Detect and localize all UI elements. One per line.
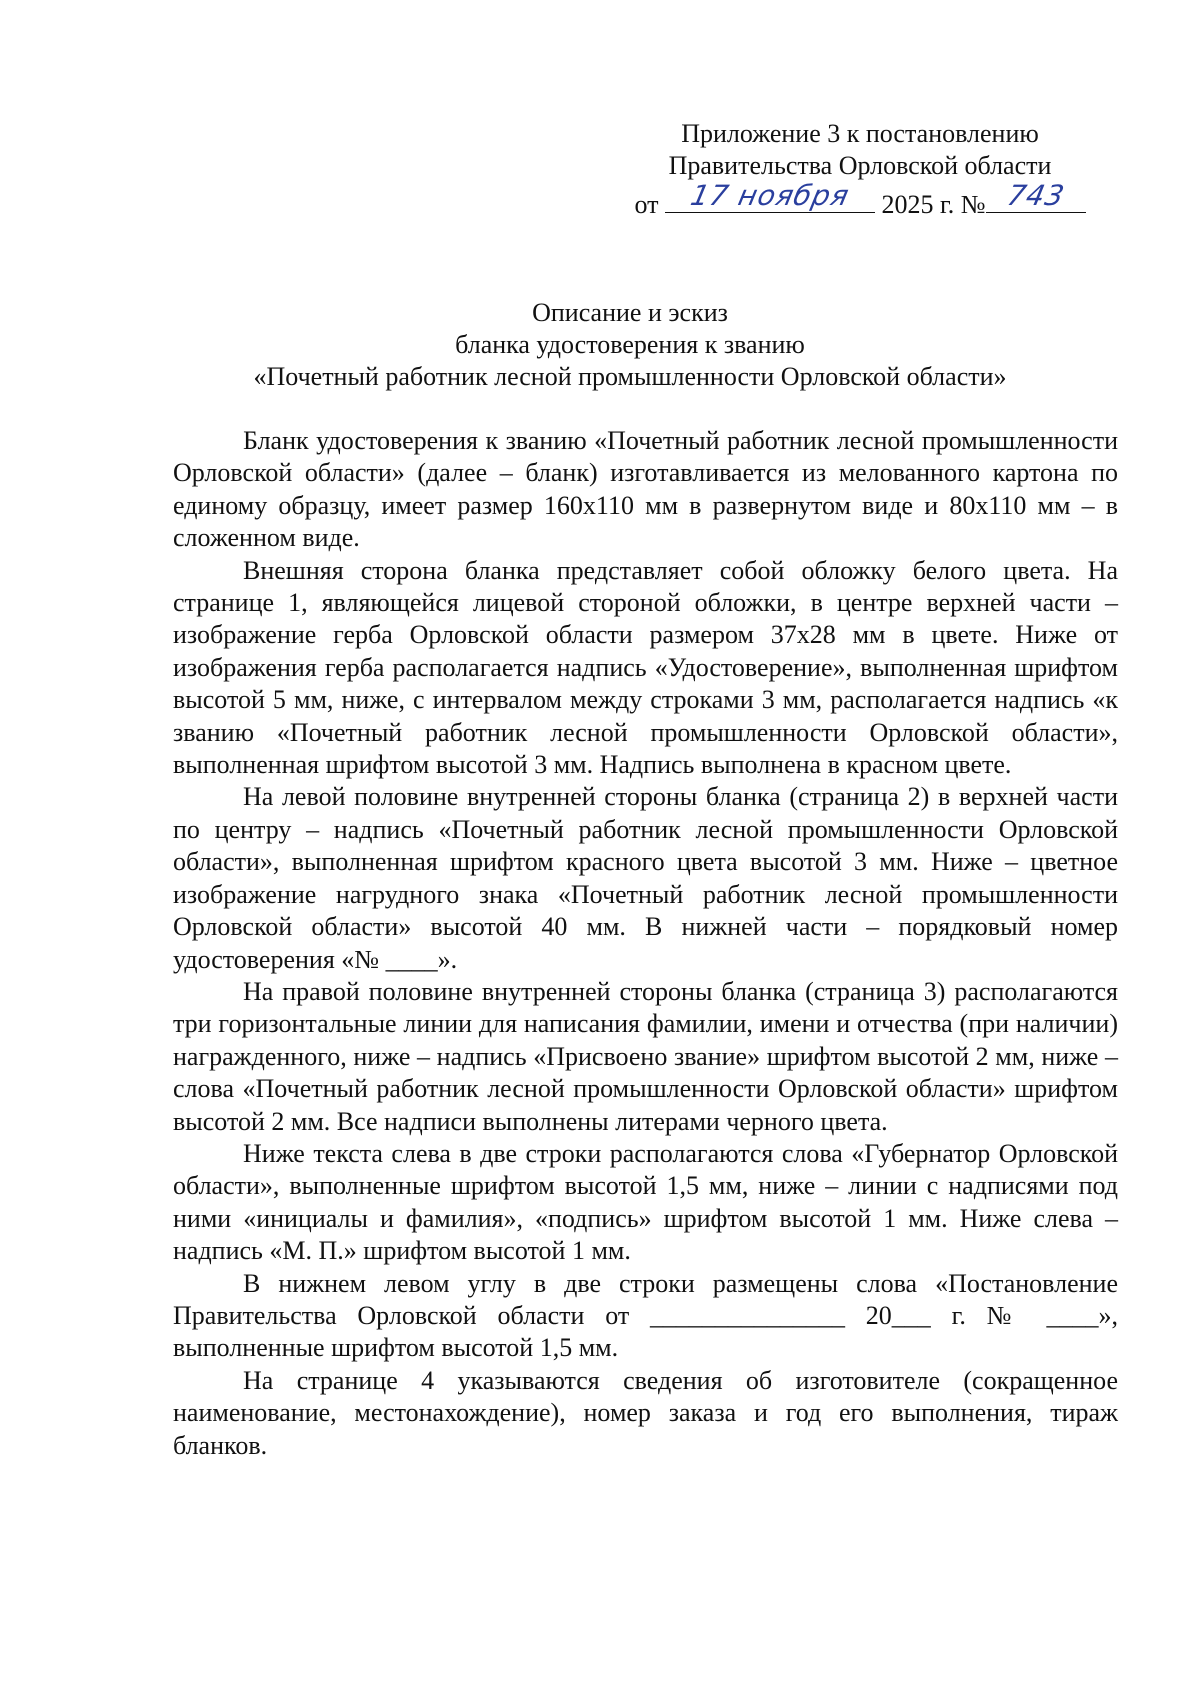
appendix-date-line	[600, 179, 1120, 221]
handwritten-date: 17 ноября	[687, 179, 853, 212]
paragraph-2: Внешняя сторона бланка представляет собой обложку белого цвета. На странице 1, являющейся лицевой стороной обложки, в центре верхней части – изображение герба Орловской области размером 37х28 мм в цвете. Ниже от изображения герба располагается надпись «Удостоверение», выполненная шрифтом высотой 5 мм, ниже, с интервалом между строками 3 мм, располагается надпись «к званию «Почетный работник лесной промышленности Орловской области», выполненная шрифтом высотой 3 мм. Надпись выполнена в красном цвете.	[173, 555, 1118, 780]
paragraph-7: На странице 4 указываются сведения об изготовителе (сокращенное наименование, местонахождение), номер заказа и год его выполнения, тираж бланков.	[173, 1365, 1118, 1460]
document-title	[140, 297, 1120, 393]
paragraph-4: На правой половине внутренней стороны бланка (страница 3) располагаются три горизонтальные линии для написания фамилии, имени и отчества (при наличии) награжденного, ниже – надпись «Присвоено звание» шрифтом высотой 2 мм, ниже – слова «Почетный работник лесной промышленности Орловской области» шрифтом высотой 2 мм. Все надписи выполнены литерами черного цвета.	[173, 976, 1118, 1136]
paragraph-5: Ниже текста слева в две строки располагаются слова «Губернатор Орловской области», выполненные шрифтом высотой 1,5 мм, ниже – линии с надписями под ними «инициалы и фамилия», «подпись» шрифтом высотой 1 мм. Ниже слева – надпись «М. П.» шрифтом высотой 1 мм.	[173, 1138, 1118, 1266]
year-number-label: 2025 г. №	[881, 190, 986, 219]
appendix-line-1: Приложение 3 к постановлению	[681, 119, 1039, 148]
appendix-header	[600, 118, 1120, 221]
handwritten-date-field	[665, 179, 875, 213]
paragraph-1: Бланк удостоверения к званию «Почетный работник лесной промышленности Орловской области» (далее – бланк) изготавливается из мелованного картона по единому образцу, имеет размер 160х110 мм в развернутом виде и 80х110 мм – в сложенном виде.	[173, 426, 1118, 553]
handwritten-number-field	[986, 179, 1086, 213]
title-line-1: Описание и эскиз	[532, 298, 728, 327]
handwritten-number: 743	[1003, 179, 1068, 212]
appendix-line-2: Правительства Орловской области	[668, 151, 1052, 180]
paragraph-3: На левой половине внутренней стороны бланка (страница 2) в верхней части по центру – надпись «Почетный работник лесной промышленности Орловской области», выполненная шрифтом красного цвета высотой 3 мм. Ниже – цветное изображение нагрудного знака «Почетный работник лесной промышленности Орловской области» высотой 40 мм. В нижней части – порядковый номер удостоверения «№ ____».	[173, 782, 1118, 974]
title-line-3: «Почетный работник лесной промышленности Орловской области»	[253, 362, 1007, 391]
title-line-2: бланка удостоверения к званию	[455, 330, 805, 359]
date-prefix: от	[634, 190, 659, 219]
paragraph-6: В нижнем левом углу в две строки размещены слова «Постановление Правительства Орловской области от _______________ 20___ г. № ____», выполненные шрифтом высотой 1,5 мм.	[173, 1268, 1118, 1363]
document-body	[173, 425, 1118, 1462]
